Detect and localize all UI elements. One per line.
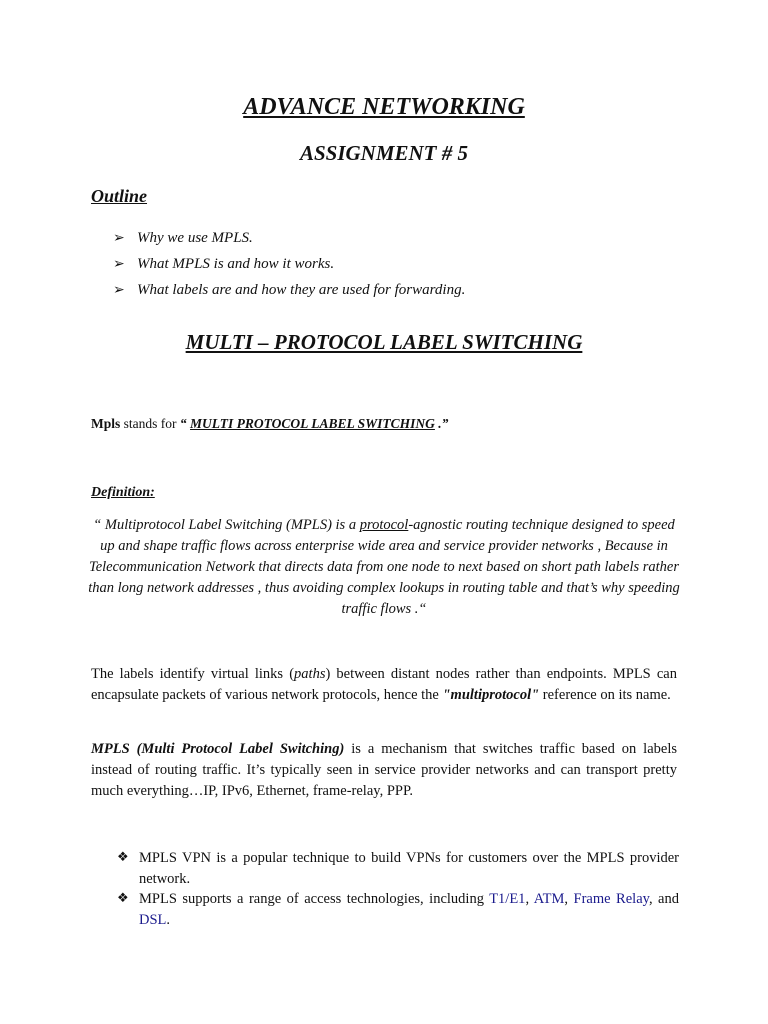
list-item: ❖ MPLS supports a range of access technologies, including T1/E1, ATM, Frame Relay, and DSL.	[117, 891, 679, 928]
mpls-expansion: MULTI PROTOCOL LABEL SWITCHING	[190, 416, 435, 431]
definition-heading: Definition:	[91, 485, 155, 500]
frame-relay-link[interactable]: Frame Relay	[573, 891, 649, 907]
outline-item: ➢ What MPLS is and how it works.	[113, 251, 465, 277]
arrow-bullet-icon: ➢	[113, 283, 125, 298]
mpls-mechanism-paragraph: MPLS (Multi Protocol Label Switching) is a mechanism that switches traffic based on labels instead of routing traffic. It’s typically seen in service provider networks and can transport pretty much everything…IP, IPv6, Ethernet, frame-relay, PPP.	[91, 741, 678, 799]
document-title: ADVANCE NETWORKING	[243, 94, 525, 120]
stands-for-line: Mpls stands for “ MULTI PROTOCOL LABEL SWITCHING .”	[91, 416, 449, 431]
arrow-bullet-icon: ➢	[113, 231, 125, 246]
definition-body: “ Multiprotocol Label Switching (MPLS) is a protocol-agnostic routing technique designed to speed up and shape traffic flows across enterprise wide area and service provider networks , Because in Telecommunication Network that directs data from one node to next based on short path labels rather than long network addresses , thus avoiding complex lookups in routing table and that’s why speeding traffic flows .“	[88, 517, 680, 617]
protocol-word: protocol	[359, 517, 409, 533]
labels-paragraph: The labels identify virtual links (paths) between distant nodes rather than endpoints. MPLS can encapsulate packets of various network protocols, hence the "multiprotocol" reference on its name.	[91, 666, 677, 703]
diamond-bullet-icon: ❖	[117, 850, 129, 865]
atm-link[interactable]: ATM	[533, 891, 565, 907]
mpls-label: Mpls	[91, 416, 121, 431]
outline-item: ➢ Why we use MPLS.	[113, 225, 465, 251]
t1e1-link[interactable]: T1/E1	[489, 891, 526, 907]
arrow-bullet-icon: ➢	[113, 257, 125, 272]
outline-list	[113, 225, 465, 303]
diamond-bullet-icon: ❖	[117, 891, 129, 906]
list-item: ❖ MPLS VPN is a popular technique to build VPNs for customers over the MPLS provider network.	[117, 850, 679, 887]
section-title: MULTI – PROTOCOL LABEL SWITCHING	[185, 330, 583, 354]
outline-item: ➢ What labels are and how they are used for forwarding.	[113, 277, 465, 303]
outline-heading: Outline	[91, 186, 148, 206]
assignment-subtitle: ASSIGNMENT # 5	[299, 141, 469, 165]
dsl-link[interactable]: DSL	[139, 911, 167, 928]
mpls-bullet-list	[117, 848, 679, 930]
